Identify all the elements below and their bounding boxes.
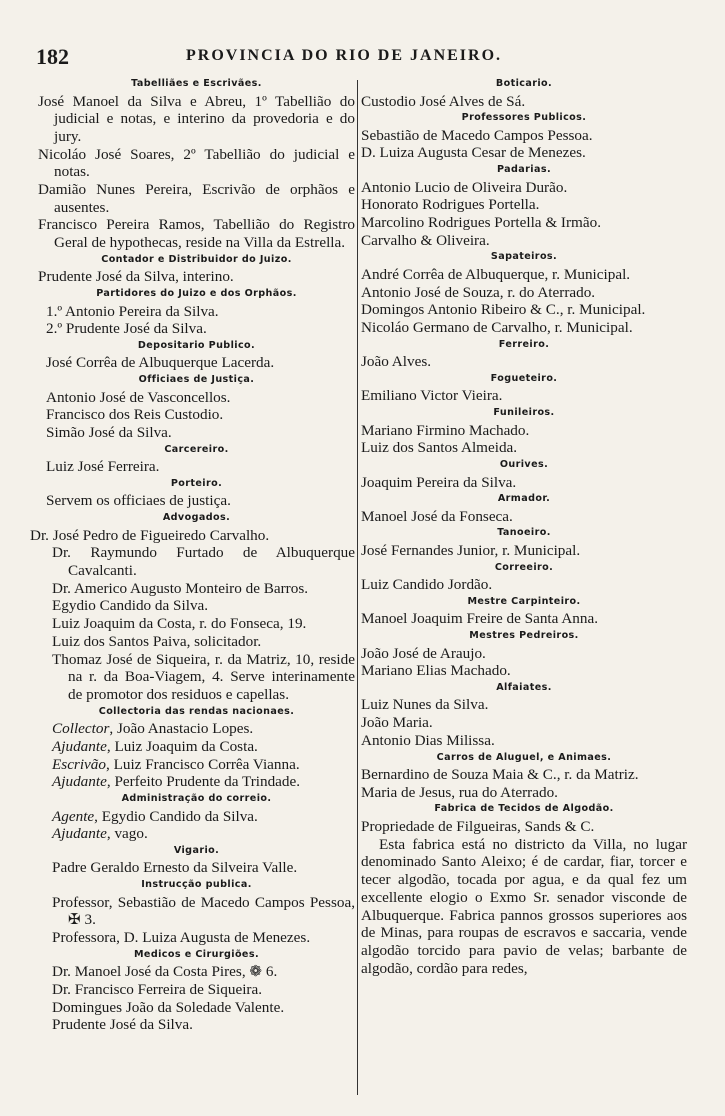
list-item — [38, 756, 355, 774]
list-item — [38, 808, 355, 826]
role-label: Collector — [52, 720, 110, 738]
section-heading: Carros de Aluguel, e Animaes. — [436, 751, 612, 763]
page-header — [36, 44, 696, 70]
list-item: Damião Nunes Pereira, Escrivão de orphãos e ausentes. — [38, 181, 355, 216]
list-item: Padre Geraldo Ernesto da Silveira Valle. — [52, 859, 298, 877]
list-item: José Fernandes Junior, r. Municipal. — [361, 541, 581, 559]
list-item: Nicoláo Germano de Carvalho, r. Municipal. — [361, 319, 633, 337]
list-item: Mariano Elias Machado. — [361, 662, 511, 680]
list-item: Luiz dos Santos Paiva, solicitador. — [52, 632, 262, 650]
person-name: , João Anastacio Lopes. — [109, 720, 254, 738]
section-heading: Armador. — [497, 493, 551, 505]
list-item: Simão José da Silva. — [46, 424, 172, 442]
page-number: 182 — [36, 44, 69, 69]
section-heading: Ourives. — [499, 459, 549, 471]
description-paragraph: Esta fabrica está no districto da Villa, no lugar denominado Santo Aleixo; é de cardar, fiar, torcer e tecer algodão, tocada por agua, e da qual fez um excellente elogio o Exmo Sr. senador visconde de Albuquerque. Fabrica pannos grossos superiores aos de Minas, para roupas de escravos e saccaria, vende algodão torcido para pavio de velas; barbante de algodão, cordão para redes, — [361, 835, 687, 977]
list-item: Dr. Raymundo Furtado de Albuquerque Cavalcanti. — [52, 544, 355, 580]
person-name: , Perfeito Prudente da Trindade. — [106, 773, 301, 791]
list-item: Nicoláo José Soares, 2º Tabellião do judicial e notas. — [38, 145, 355, 181]
section-heading: Funileiros. — [493, 407, 555, 419]
role-label: Ajudante — [52, 773, 107, 791]
role-label: Ajudante — [52, 737, 107, 755]
list-item: Francisco Pereira Ramos, Tabellião do Registro Geral de hypothecas, reside na Villa da Estrella. — [38, 216, 355, 252]
list-item: Maria de Jesus, rua do Aterrado. — [361, 783, 558, 801]
section-heading: Vigario. — [173, 844, 220, 856]
list-item: 1.º Antonio Pereira da Silva. — [46, 302, 219, 320]
list-item: Thomaz José de Siqueira, r. da Matriz, 10, reside na r. da Boa-Viagem, 4. Serve interinamente de promotor dos residuos e capellas. — [52, 650, 355, 703]
list-item: Antonio Dias Milissa. — [361, 731, 495, 749]
list-item: João Alves. — [361, 353, 432, 371]
role-label: Ajudante — [52, 825, 107, 843]
list-item: Emiliano Victor Vieira. — [361, 387, 503, 405]
section-heading: Mestres Pedreiros. — [469, 630, 579, 642]
section-heading: Boticario. — [495, 78, 553, 89]
list-item: Prudente José da Silva. — [52, 1016, 193, 1034]
list-item: João Maria. — [361, 714, 433, 732]
list-item: Mariano Firmino Machado. — [361, 421, 530, 439]
section-heading: Administração do correio. — [121, 793, 272, 804]
list-item: Domingos Antonio Ribeiro & C., r. Municipal. — [361, 301, 646, 319]
list-item: Dr. Americo Augusto Monteiro de Barros. — [52, 579, 309, 597]
section-heading: Fabrica de Tecidos de Algodão. — [434, 803, 614, 815]
list-item: Egydio Candido da Silva. — [52, 597, 209, 615]
section-heading: Officiaes de Justiça. — [138, 374, 255, 386]
section-heading: Ferreiro. — [498, 338, 550, 350]
person-name: , vago. — [106, 825, 148, 843]
list-item: Manoel José da Fonseca. — [361, 507, 513, 525]
section-heading: Correeiro. — [494, 561, 554, 573]
list-item: Servem os officiaes de justiça. — [46, 492, 231, 510]
list-item: Prudente José da Silva, interino. — [38, 268, 234, 286]
list-item: José Manoel da Silva e Abreu, 1º Tabellião do judicial e notas, e interino da provedoria e do jury. — [38, 92, 355, 145]
list-item — [38, 738, 355, 756]
list-item: Dr. Manoel José da Costa Pires, ❁ 6. — [52, 963, 278, 981]
list-item: Propriedade de Filgueiras, Sands & C. — [361, 817, 595, 835]
section-heading: Tabelliães e Escrivães. — [131, 78, 262, 89]
list-item: Dr. José Pedro de Figueiredo Carvalho. — [30, 526, 270, 544]
list-item: Honorato Rodrigues Portella. — [361, 196, 540, 214]
list-item: D. Luiza Augusta Cesar de Menezes. — [361, 144, 586, 162]
section-heading: Padarias. — [496, 164, 552, 176]
section-heading: Alfaiates. — [496, 681, 552, 693]
list-item — [38, 773, 355, 791]
column-divider — [357, 80, 358, 1095]
list-item — [38, 720, 355, 738]
list-item: Marcolino Rodrigues Portella & Irmão. — [361, 214, 601, 232]
list-item: Joaquim Pereira da Silva. — [361, 473, 517, 491]
list-item: 2.º Prudente José da Silva. — [46, 320, 207, 338]
section-heading: Professores Publicos. — [461, 112, 587, 124]
list-item: Custodio José Alves de Sá. — [361, 92, 526, 110]
list-item: Bernardino de Souza Maia & C., r. da Matriz. — [361, 766, 639, 784]
list-item: Luiz dos Santos Almeida. — [361, 439, 518, 457]
section-heading: Collectoria das rendas nacionaes. — [98, 705, 295, 717]
list-item: Professora, D. Luiza Augusta de Menezes. — [52, 929, 311, 947]
section-heading: Carcereiro. — [164, 443, 229, 455]
list-item: José Corrêa de Albuquerque Lacerda. — [46, 354, 275, 372]
section-heading: Partidores do Juizo e dos Orphãos. — [96, 288, 297, 300]
section-heading: Sapateiros. — [490, 251, 558, 263]
section-heading: Mestre Carpinteiro. — [467, 595, 581, 607]
list-item: André Corrêa de Albuquerque, r. Municipal. — [361, 265, 631, 283]
list-item: Sebastião de Macedo Campos Pessoa. — [361, 126, 593, 144]
list-item: Luiz Joaquim da Costa, r. do Fonseca, 19. — [52, 615, 307, 633]
section-heading: Medicos e Cirurgiões. — [133, 948, 259, 960]
section-heading: Advogados. — [162, 512, 231, 524]
person-name: , Luiz Francisco Corrêa Vianna. — [106, 755, 300, 773]
section-heading: Depositario Publico. — [137, 339, 256, 351]
list-item: Antonio José de Vasconcellos. — [46, 388, 231, 406]
section-heading: Tanoeiro. — [497, 527, 551, 539]
list-item: Dr. Francisco Ferreira de Siqueira. — [52, 980, 263, 998]
section-heading: Fogueteiro. — [490, 372, 558, 384]
list-item — [38, 825, 355, 843]
list-item: Manoel Joaquim Freire de Santa Anna. — [361, 610, 599, 628]
right-column — [361, 76, 687, 977]
section-heading: Porteiro. — [170, 477, 223, 489]
person-name: , Luiz Joaquim da Costa. — [106, 737, 258, 755]
role-label: Escrivão — [52, 755, 106, 773]
role-label: Agente — [52, 807, 95, 825]
list-item: Antonio José de Souza, r. do Aterrado. — [361, 283, 596, 301]
running-title: PROVINCIA DO RIO DE JANEIRO. — [186, 47, 503, 64]
person-name: , Egydio Candido da Silva. — [94, 807, 258, 825]
list-item: Luiz Candido Jordão. — [361, 576, 493, 594]
list-item: Francisco dos Reis Custodio. — [46, 406, 224, 424]
list-item: Carvalho & Oliveira. — [361, 231, 490, 249]
list-item: Luiz José Ferreira. — [46, 458, 160, 476]
left-column — [30, 76, 355, 1034]
section-heading: Instrucção publica. — [141, 879, 252, 891]
list-item: Professor, Sebastião de Macedo Campos Pessoa, ✠ 3. — [52, 893, 355, 929]
list-item: João José de Araujo. — [361, 644, 486, 662]
list-item: Luiz Nunes da Silva. — [361, 696, 489, 714]
section-heading: Contador e Distribuidor do Juizo. — [101, 253, 292, 265]
list-item: Domingues João da Soledade Valente. — [52, 998, 285, 1016]
list-item: Antonio Lucio de Oliveira Durão. — [361, 178, 568, 196]
